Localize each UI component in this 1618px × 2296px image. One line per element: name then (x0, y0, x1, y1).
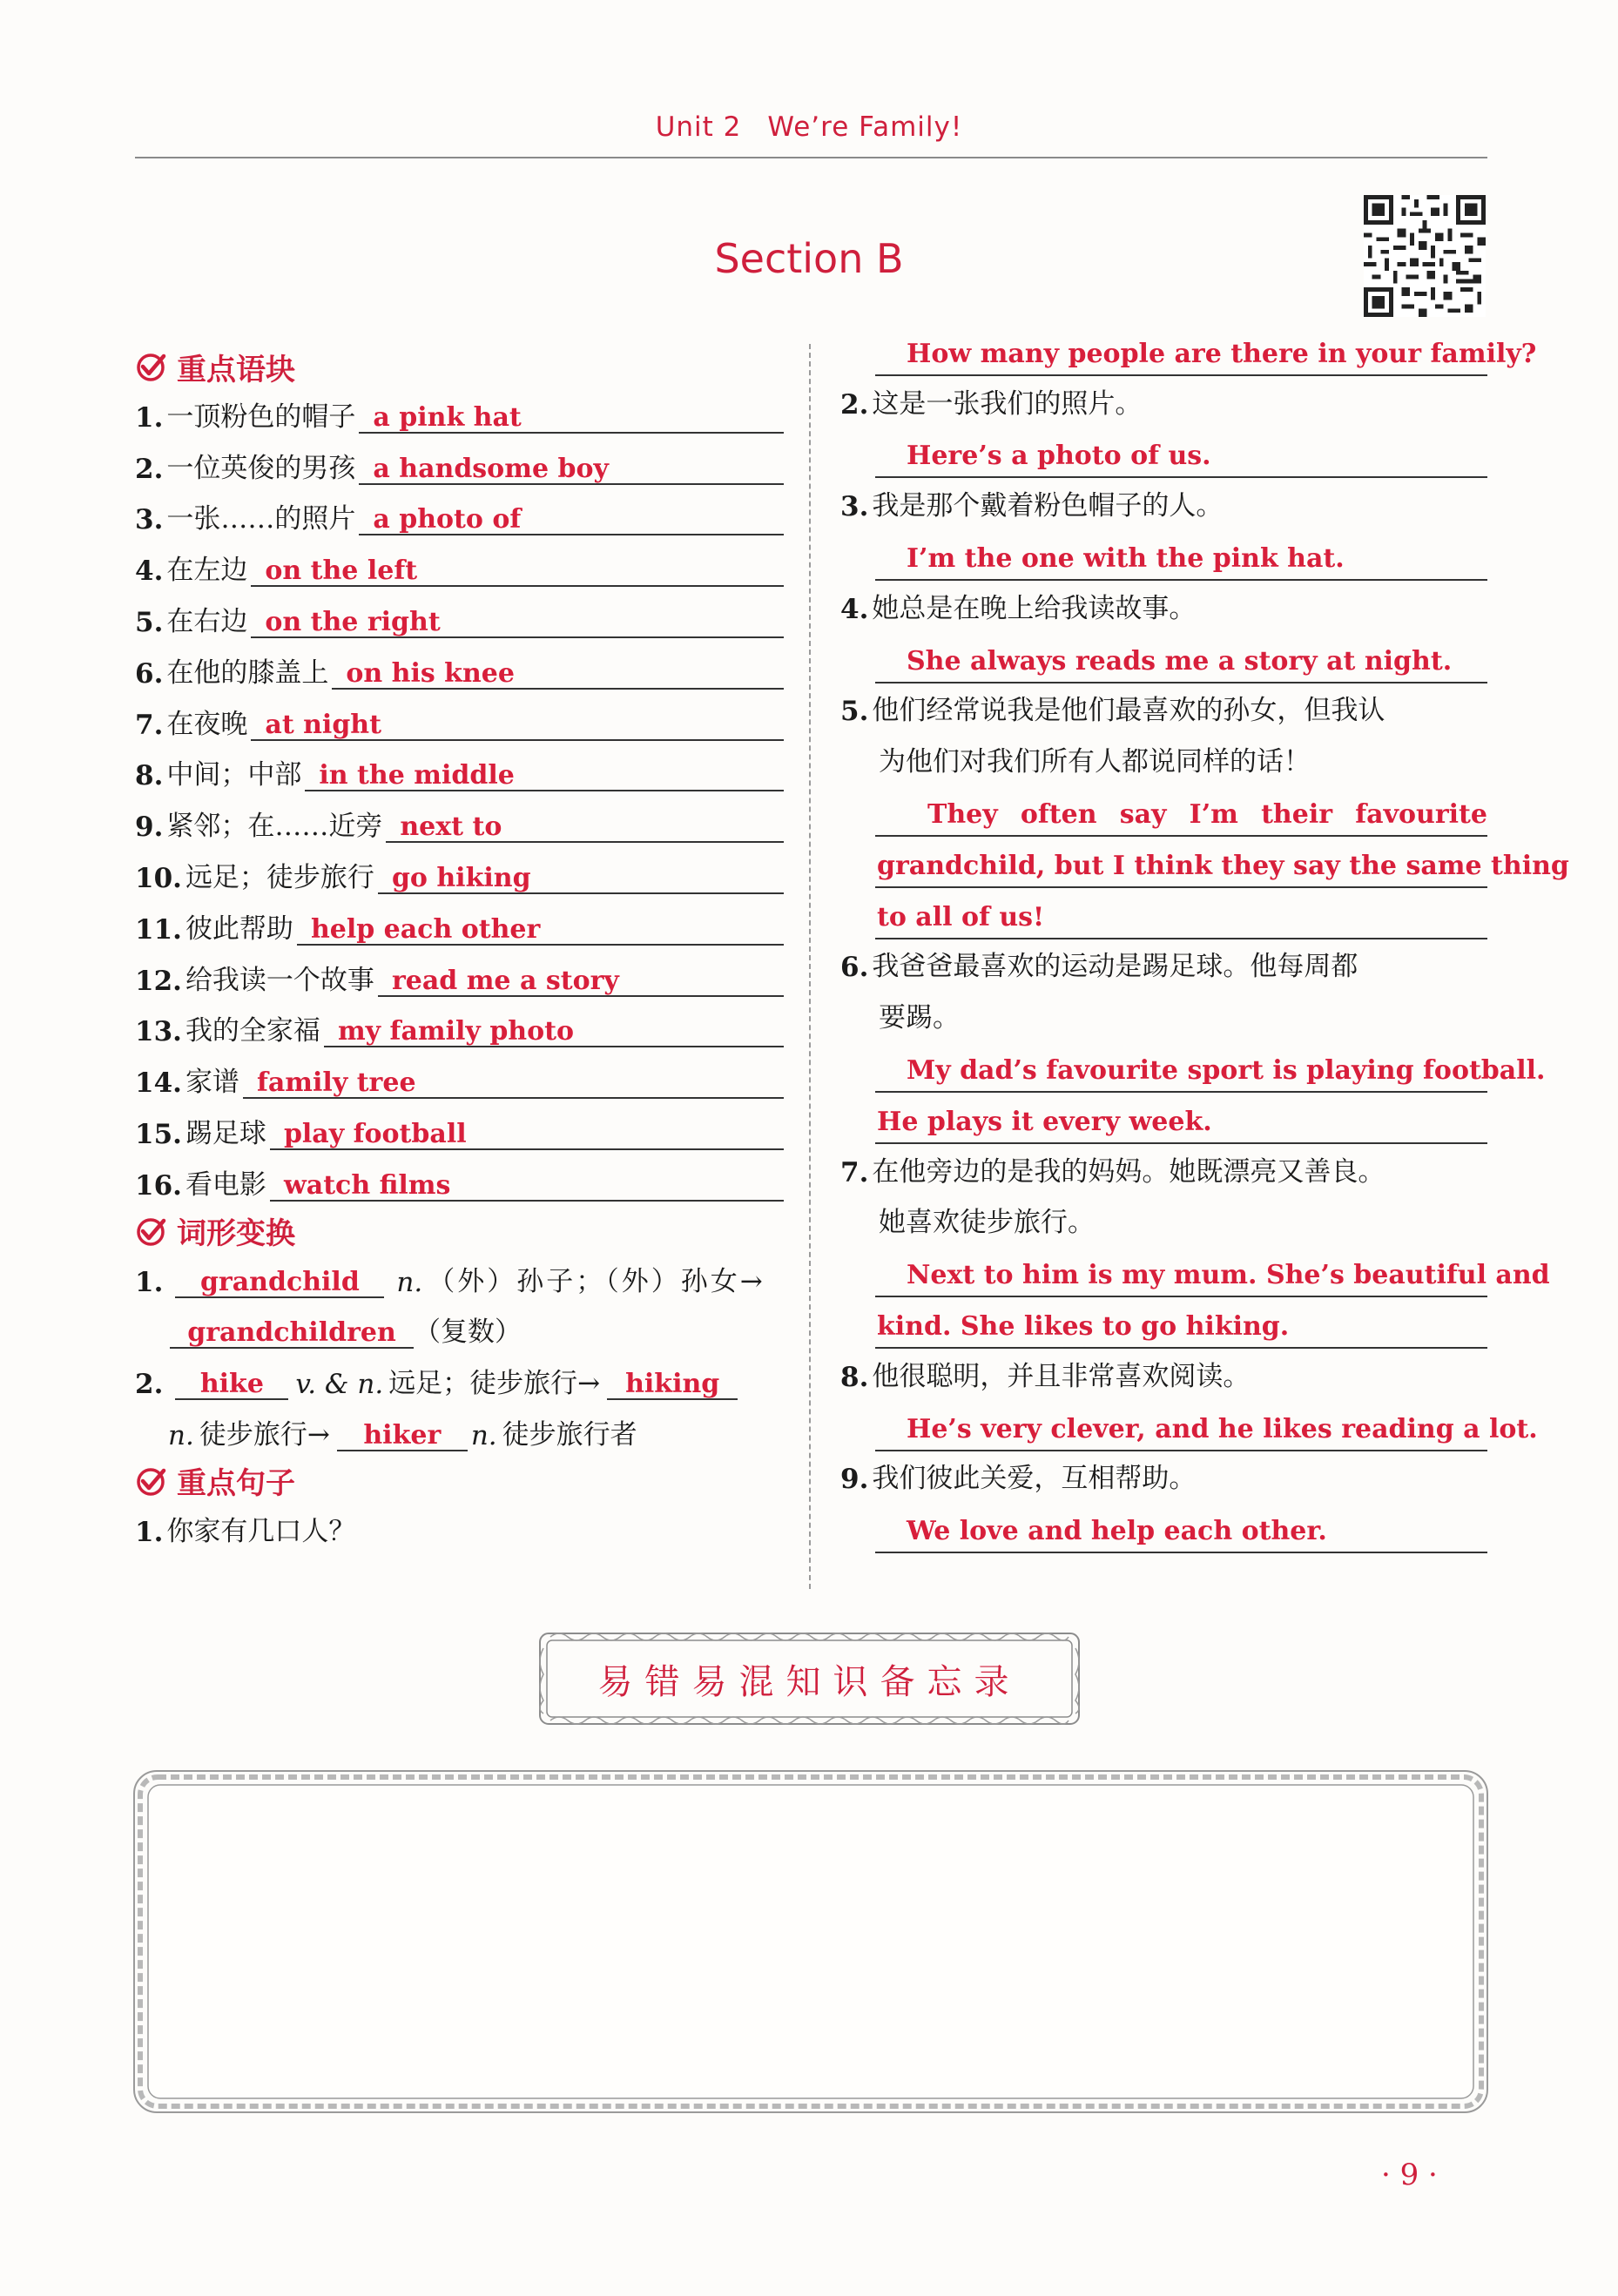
answer-line: grandchild, but I think they say the same thing (875, 837, 1487, 888)
answer-line: Here’s a photo of us. (875, 428, 1487, 479)
memo-border-icon (131, 1767, 1491, 2116)
qr-code-icon (1364, 195, 1486, 317)
list-item: 6. 我爸爸最喜欢的运动是踢足球。他每周都 (840, 951, 1358, 984)
answer-line: to all of us! (875, 888, 1487, 939)
list-item: 5. 在右边 on the right (135, 594, 784, 645)
unit-title: We’re Family! (767, 111, 963, 143)
list-item: 2. 这是一张我们的照片。 (840, 387, 1143, 421)
answer-blank: read me a story (378, 966, 784, 997)
answer-blank: grandchildren (170, 1318, 414, 1349)
answer-blank: next to (386, 812, 784, 843)
list-item: 3. 一张……的照片 a photo of (135, 492, 784, 543)
word-forms (135, 1254, 784, 1458)
answer-blank: go hiking (378, 864, 784, 894)
page-number: · 9 · (1381, 2158, 1438, 2192)
section-title: Section B (714, 235, 904, 282)
answer-line: She always reads me a story at night. (875, 632, 1487, 683)
list-item: 要踢。 (879, 1002, 960, 1034)
list-item: 14. 家谱 family tree (135, 1054, 784, 1106)
list-item: 13. 我的全家福 my family photo (135, 1004, 784, 1055)
list-item: 4. 她总是在晚上给我读故事。 (840, 592, 1197, 625)
check-icon (135, 1215, 166, 1247)
answer-blank: at night (251, 710, 784, 741)
answer-blank: on his knee (332, 659, 784, 690)
answer-line: He’s very clever, and he likes reading a lot. (875, 1400, 1487, 1451)
unit-label: Unit 2 (655, 111, 742, 143)
answer-blank: a handsome boy (359, 454, 784, 485)
memo-title: 易错易混知识备忘录 (597, 1661, 1021, 1702)
list-item: 10. 远足；徒步旅行 go hiking (135, 850, 784, 901)
answer-blank: watch films (270, 1171, 784, 1202)
list-item: 6. 在他的膝盖上 on his knee (135, 645, 784, 697)
list-item: 她喜欢徒步旅行。 (879, 1207, 1095, 1239)
answer-line: I’m the one with the pink hat. (875, 529, 1487, 581)
list-item: 2. 一位英俊的男孩 a handsome boy (135, 441, 784, 492)
phrases-list (135, 389, 784, 1209)
list-item: 1. 你家有几口人？ (135, 1515, 356, 1548)
answer-line: He plays it every week. (875, 1093, 1487, 1144)
header-rule (135, 157, 1487, 158)
list-item: 9. 紧邻；在……近旁 next to (135, 798, 784, 850)
answer-blank: play football (270, 1120, 784, 1150)
answer-line: How many people are there in your family? (875, 325, 1487, 376)
phrases-heading: 重点语块 (135, 344, 784, 389)
list-item: 7. 在夜晚 at night (135, 697, 784, 748)
answer-blank: family tree (243, 1068, 784, 1099)
sentences-heading: 重点句子 (135, 1458, 784, 1504)
list-item: 3. 我是那个戴着粉色帽子的人。 (840, 490, 1224, 523)
answer-blank: hiking (607, 1370, 738, 1400)
answer-blank: help each other (297, 915, 784, 946)
list-item: 9. 我们彼此关爱，互相帮助。 (840, 1463, 1197, 1496)
check-icon (135, 1465, 166, 1497)
answer-line: They often say I’m their favourite (875, 785, 1487, 837)
answer-blank: hiker (337, 1421, 468, 1451)
answer-line: Next to him is my mum. She’s beautiful and (875, 1246, 1487, 1297)
list-item: n. 徒步旅行→ hiker n. 徒步旅行者 (168, 1418, 637, 1451)
list-item: 1. grandchild n. （外）孙子；（外）孙女→ (135, 1265, 765, 1298)
list-item: 11. 彼此帮助 help each other (135, 901, 784, 953)
list-item: 2. hike v. & n. 远足；徒步旅行→ hiking (135, 1356, 784, 1407)
word-forms-heading: 词形变换 (135, 1209, 784, 1254)
answer-line: kind. She likes to go hiking. (875, 1297, 1487, 1349)
list-item: 12. 给我读一个故事 read me a story (135, 953, 784, 1004)
list-item: 8. 他很聪明，并且非常喜欢阅读。 (840, 1360, 1251, 1393)
list-item: 5. 他们经常说我是他们最喜欢的孙女，但我认 (840, 695, 1385, 728)
memo-title-frame (533, 1626, 1086, 1731)
list-item: 为他们对我们所有人都说同样的话！ (879, 746, 1311, 778)
answer-blank: grandchild (175, 1268, 384, 1298)
list-item: 8. 中间；中部 in the middle (135, 748, 784, 799)
list-item: 15. 踢足球 play football (135, 1106, 784, 1157)
running-header (0, 111, 1618, 143)
left-column (135, 344, 784, 1555)
memo-box (131, 1767, 1491, 2116)
answer-blank: on the right (251, 608, 784, 638)
answer-line: My dad’s favourite sport is playing football. (875, 1041, 1487, 1093)
answer-blank: a photo of (359, 505, 784, 535)
answer-blank: a pink hat (359, 403, 784, 434)
list-item: grandchildren （复数） (135, 1305, 784, 1357)
list-item: 4. 在左边 on the left (135, 542, 784, 594)
list-item: 1. 一顶粉色的帽子 a pink hat (135, 389, 784, 441)
column-divider (809, 344, 811, 1589)
answer-blank: my family photo (324, 1017, 784, 1047)
answer-blank: on the left (251, 556, 784, 587)
check-icon (135, 351, 166, 382)
answer-line: We love and help each other. (875, 1502, 1487, 1553)
answer-blank: in the middle (305, 761, 784, 791)
answer-blank: hike (175, 1370, 288, 1400)
right-column (840, 333, 1569, 1553)
list-item: 16. 看电影 watch films (135, 1157, 784, 1209)
list-item: 7. 在他旁边的是我的妈妈。她既漂亮又善良。 (840, 1155, 1385, 1188)
